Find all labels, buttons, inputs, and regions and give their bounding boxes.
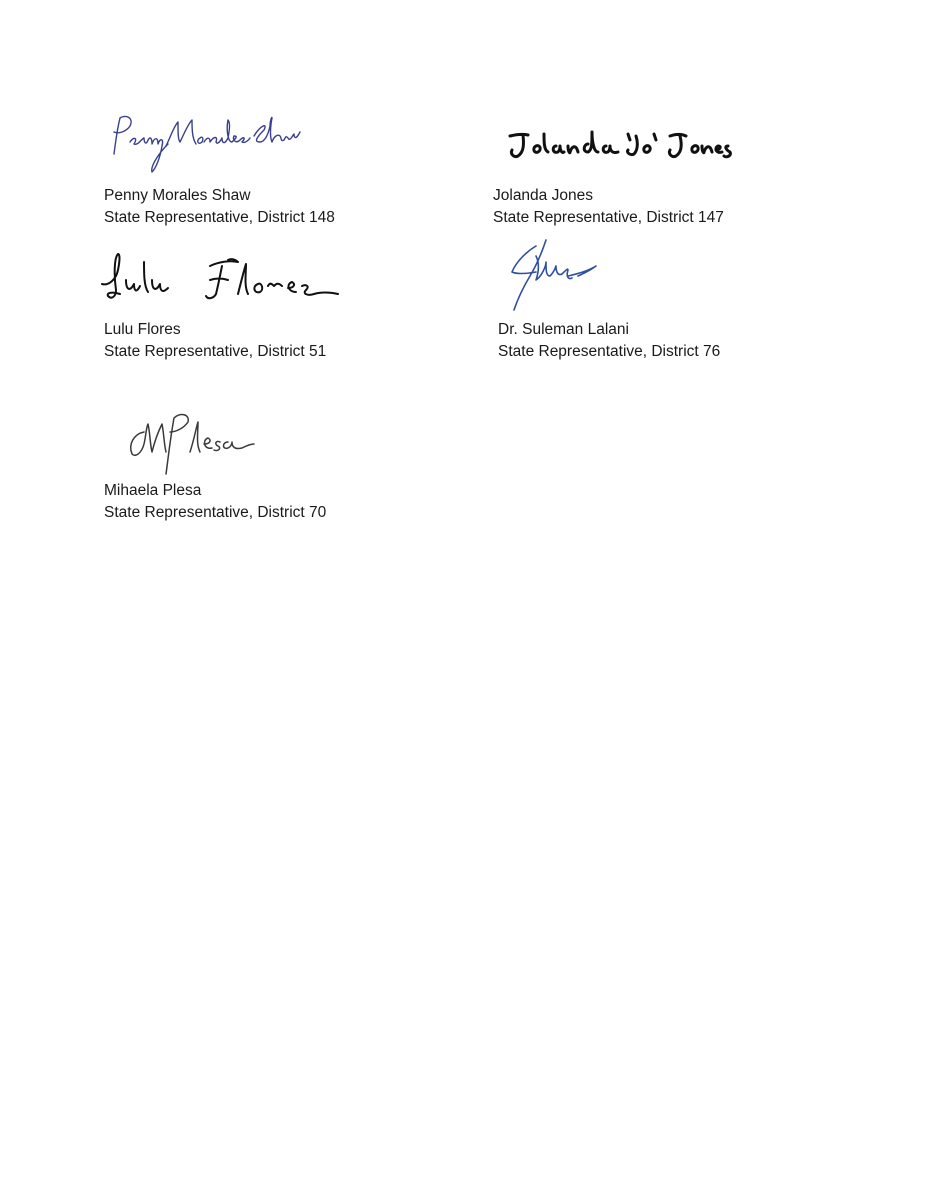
signatory-name: Dr. Suleman Lalani (498, 321, 629, 338)
signatory-title: State Representative, District 51 (104, 343, 327, 360)
signature-jolanda-jones (506, 122, 738, 168)
signature-penny-morales-shaw (104, 108, 304, 176)
signature-block-mihaela-plesa (104, 480, 484, 524)
signatory-title: State Representative, District 147 (493, 209, 724, 226)
signatory-name: Jolanda Jones (493, 187, 593, 204)
signatory-name: Penny Morales Shaw (104, 187, 251, 204)
signatory-title: State Representative, District 76 (498, 343, 721, 360)
signatory-name: Lulu Flores (104, 321, 181, 338)
signature-block-jolanda-jones (493, 185, 873, 229)
signature-block-penny-morales-shaw (104, 185, 484, 229)
signature-lulu-flores (98, 246, 342, 310)
signatory-title: State Representative, District 70 (104, 504, 327, 521)
signature-suleman-lalani (506, 236, 602, 314)
signature-block-lulu-flores (104, 319, 484, 363)
signatory-name: Mihaela Plesa (104, 482, 202, 499)
signature-block-suleman-lalani (498, 319, 878, 363)
signatory-title: State Representative, District 148 (104, 209, 335, 226)
signature-mihaela-plesa (124, 404, 258, 476)
